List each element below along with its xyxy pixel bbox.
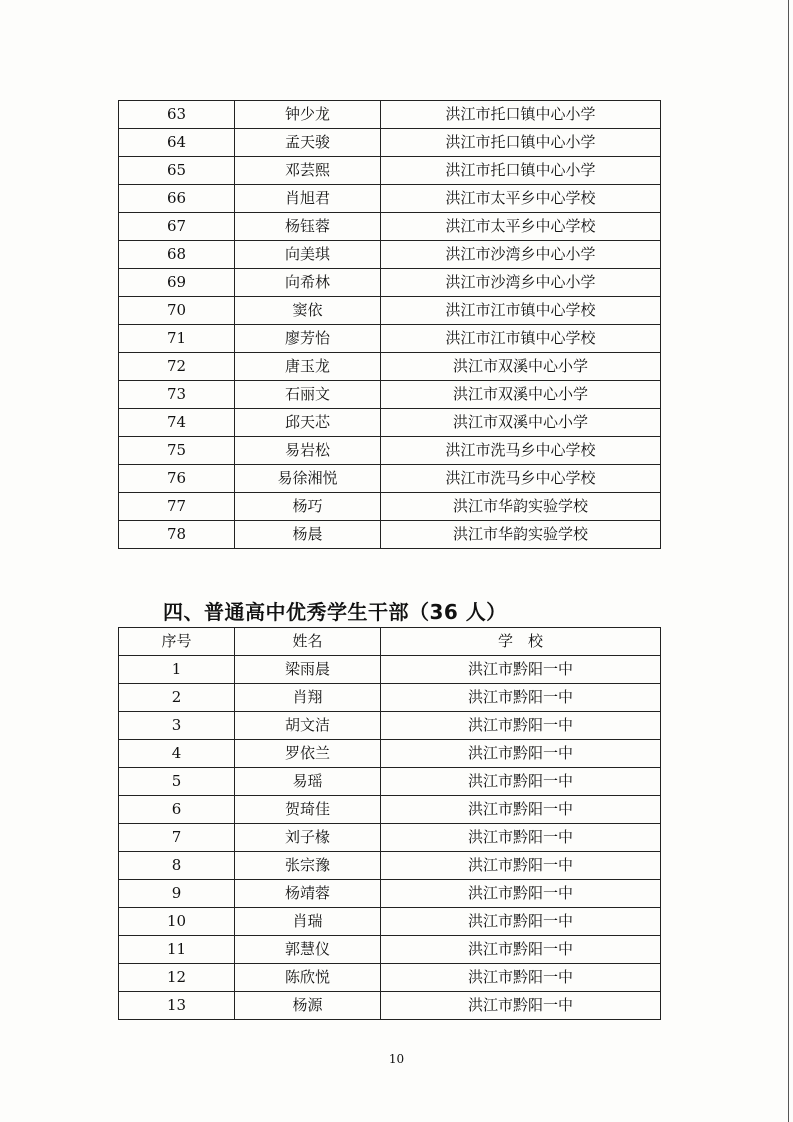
cell-school: 洪江市托口镇中心小学 (381, 157, 661, 185)
cell-index: 74 (119, 409, 235, 437)
table-row (119, 656, 661, 684)
cell-index: 64 (119, 129, 235, 157)
cell-school: 洪江市双溪中心小学 (381, 381, 661, 409)
cell-index: 67 (119, 213, 235, 241)
cell-school: 洪江市江市镇中心学校 (381, 325, 661, 353)
cell-school: 洪江市华韵实验学校 (381, 493, 661, 521)
cell-name: 肖翔 (235, 684, 381, 712)
table-header-row (119, 628, 661, 656)
cell-name: 廖芳怡 (235, 325, 381, 353)
table-row (119, 101, 661, 129)
cell-school: 洪江市黔阳一中 (381, 740, 661, 768)
cell-name: 钟少龙 (235, 101, 381, 129)
table-row (119, 796, 661, 824)
cell-name: 张宗豫 (235, 852, 381, 880)
table-row (119, 712, 661, 740)
cell-index: 70 (119, 297, 235, 325)
students-table-continued (118, 100, 661, 549)
cell-school: 洪江市托口镇中心小学 (381, 101, 661, 129)
cell-name: 刘子椽 (235, 824, 381, 852)
scan-edge-line (788, 0, 789, 1122)
cell-name: 窦依 (235, 297, 381, 325)
cell-index: 66 (119, 185, 235, 213)
cell-school: 洪江市黔阳一中 (381, 656, 661, 684)
table-row (119, 908, 661, 936)
cell-name: 杨源 (235, 992, 381, 1020)
cell-index: 69 (119, 269, 235, 297)
table-row (119, 269, 661, 297)
cell-index: 13 (119, 992, 235, 1020)
cell-school: 洪江市双溪中心小学 (381, 409, 661, 437)
cell-school: 洪江市托口镇中心小学 (381, 129, 661, 157)
cell-index: 77 (119, 493, 235, 521)
header-name: 姓名 (235, 628, 381, 656)
cell-school: 洪江市太平乡中心学校 (381, 185, 661, 213)
cell-index: 2 (119, 684, 235, 712)
cell-school: 洪江市黔阳一中 (381, 964, 661, 992)
cell-index: 1 (119, 656, 235, 684)
cell-index: 5 (119, 768, 235, 796)
cell-school: 洪江市黔阳一中 (381, 684, 661, 712)
cell-name: 陈欣悦 (235, 964, 381, 992)
cell-index: 63 (119, 101, 235, 129)
cell-name: 向美琪 (235, 241, 381, 269)
cell-school: 洪江市沙湾乡中心小学 (381, 241, 661, 269)
table-row (119, 992, 661, 1020)
cell-name: 贺琦佳 (235, 796, 381, 824)
cell-name: 胡文洁 (235, 712, 381, 740)
cell-school: 洪江市黔阳一中 (381, 768, 661, 796)
table-row (119, 437, 661, 465)
table-row (119, 824, 661, 852)
table-row (119, 325, 661, 353)
cell-index: 4 (119, 740, 235, 768)
cell-school: 洪江市江市镇中心学校 (381, 297, 661, 325)
cell-index: 12 (119, 964, 235, 992)
cell-name: 邱天芯 (235, 409, 381, 437)
table-row (119, 353, 661, 381)
cell-index: 65 (119, 157, 235, 185)
cell-name: 石丽文 (235, 381, 381, 409)
cell-index: 11 (119, 936, 235, 964)
cell-name: 孟天骏 (235, 129, 381, 157)
table-row (119, 964, 661, 992)
cell-index: 8 (119, 852, 235, 880)
cell-school: 洪江市黔阳一中 (381, 796, 661, 824)
table-row (119, 740, 661, 768)
cell-index: 10 (119, 908, 235, 936)
cell-name: 肖旭君 (235, 185, 381, 213)
cell-index: 3 (119, 712, 235, 740)
cell-name: 郭慧仪 (235, 936, 381, 964)
cell-name: 杨晨 (235, 521, 381, 549)
cell-school: 洪江市黔阳一中 (381, 880, 661, 908)
cell-school: 洪江市黔阳一中 (381, 908, 661, 936)
header-index: 序号 (119, 628, 235, 656)
cell-name: 易徐湘悦 (235, 465, 381, 493)
cell-school: 洪江市黔阳一中 (381, 936, 661, 964)
table-row (119, 241, 661, 269)
header-school: 学 校 (381, 628, 661, 656)
cell-school: 洪江市太平乡中心学校 (381, 213, 661, 241)
table-row (119, 297, 661, 325)
cell-name: 易瑶 (235, 768, 381, 796)
table-row (119, 521, 661, 549)
cell-index: 9 (119, 880, 235, 908)
cell-name: 唐玉龙 (235, 353, 381, 381)
cell-name: 杨钰蓉 (235, 213, 381, 241)
table-row (119, 852, 661, 880)
cell-school: 洪江市双溪中心小学 (381, 353, 661, 381)
cell-school: 洪江市黔阳一中 (381, 992, 661, 1020)
cell-name: 杨靖蓉 (235, 880, 381, 908)
table-row (119, 213, 661, 241)
table-row (119, 936, 661, 964)
table-row (119, 465, 661, 493)
cell-index: 68 (119, 241, 235, 269)
table-row (119, 880, 661, 908)
cell-name: 梁雨晨 (235, 656, 381, 684)
table-row (119, 381, 661, 409)
cell-name: 邓芸熙 (235, 157, 381, 185)
cell-index: 72 (119, 353, 235, 381)
cell-name: 杨巧 (235, 493, 381, 521)
cell-index: 71 (119, 325, 235, 353)
table-row (119, 768, 661, 796)
section-heading: 四、普通高中优秀学生干部（36 人） (163, 600, 507, 624)
cell-school: 洪江市黔阳一中 (381, 712, 661, 740)
cell-school: 洪江市华韵实验学校 (381, 521, 661, 549)
cell-school: 洪江市沙湾乡中心小学 (381, 269, 661, 297)
cell-index: 75 (119, 437, 235, 465)
table-row (119, 129, 661, 157)
student-cadres-table (118, 627, 661, 1020)
table-row (119, 409, 661, 437)
cell-index: 6 (119, 796, 235, 824)
cell-school: 洪江市洗马乡中心学校 (381, 465, 661, 493)
cell-name: 向希林 (235, 269, 381, 297)
cell-name: 罗依兰 (235, 740, 381, 768)
cell-name: 肖瑞 (235, 908, 381, 936)
cell-school: 洪江市黔阳一中 (381, 852, 661, 880)
cell-index: 73 (119, 381, 235, 409)
cell-school: 洪江市洗马乡中心学校 (381, 437, 661, 465)
cell-name: 易岩松 (235, 437, 381, 465)
cell-index: 76 (119, 465, 235, 493)
cell-school: 洪江市黔阳一中 (381, 824, 661, 852)
table-row (119, 493, 661, 521)
table-row (119, 684, 661, 712)
page-number: 10 (388, 1052, 405, 1066)
cell-index: 7 (119, 824, 235, 852)
table-row (119, 185, 661, 213)
cell-index: 78 (119, 521, 235, 549)
table-row (119, 157, 661, 185)
